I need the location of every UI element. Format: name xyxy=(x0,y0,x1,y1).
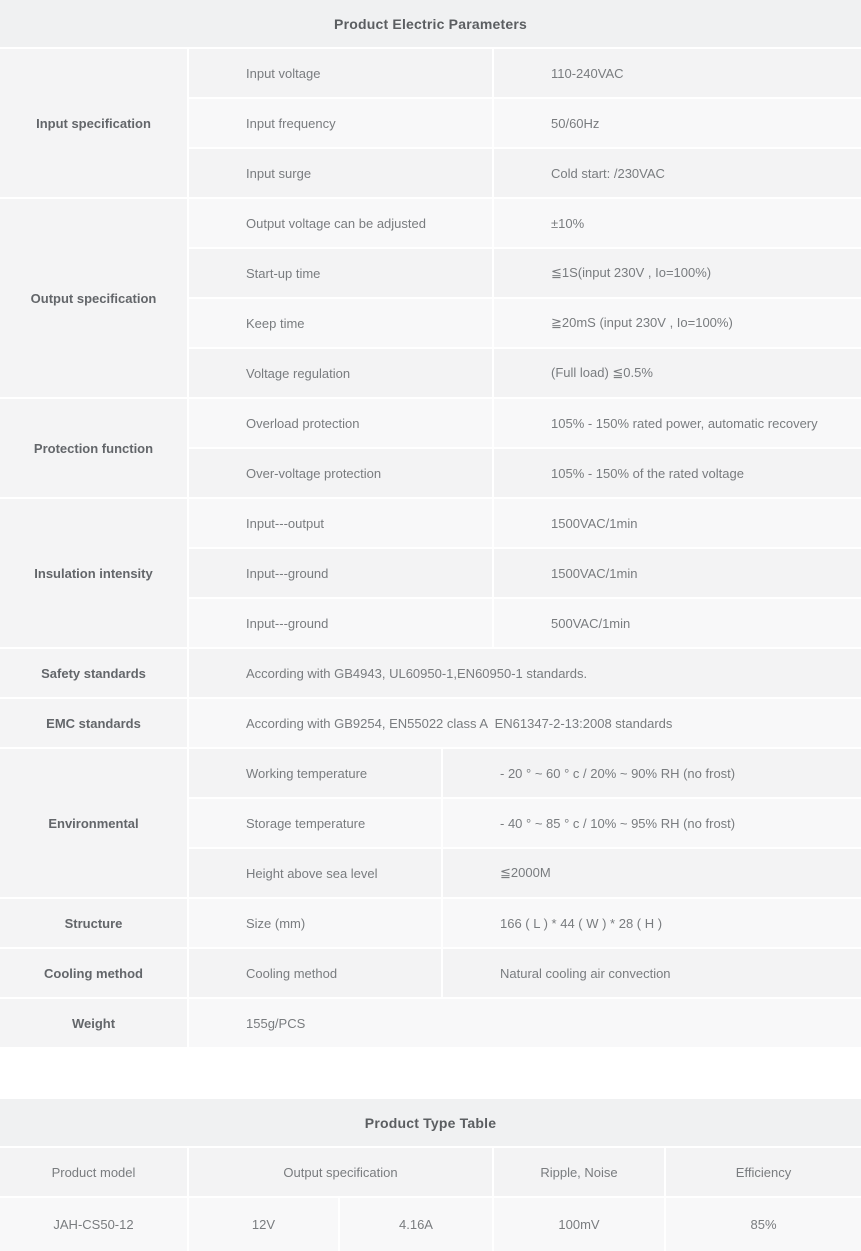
group-protection-function xyxy=(0,399,861,497)
spec-label-cell: Over-voltage protection xyxy=(189,449,492,497)
group-rows xyxy=(189,649,861,697)
spec-row xyxy=(189,249,861,297)
spec-label-cell: Storage temperature xyxy=(189,799,441,847)
group-rows xyxy=(189,999,861,1047)
header-cell-ripple-noise: Ripple, Noise xyxy=(494,1148,664,1196)
header-cell-product-model: Product model xyxy=(0,1148,187,1196)
spec-value-cell: 105% - 150% of the rated voltage xyxy=(494,449,861,497)
spec-value-cell: 155g/PCS xyxy=(189,999,861,1047)
group-header-cell: Structure xyxy=(0,899,187,947)
spec-row xyxy=(189,649,861,697)
spec-value-cell: - 20 ° ~ 60 ° c / 20% ~ 90% RH (no frost) xyxy=(443,749,861,797)
spec-value-cell: 1500VAC/1min xyxy=(494,499,861,547)
spec-row xyxy=(189,849,861,897)
data-cell-current: 4.16A xyxy=(340,1198,492,1251)
spec-row xyxy=(189,49,861,97)
spec-row xyxy=(189,949,861,997)
spec-label-cell: Input---ground xyxy=(189,549,492,597)
group-header-cell: Protection function xyxy=(0,399,187,497)
spec-value-cell: - 40 ° ~ 85 ° c / 10% ~ 95% RH (no frost) xyxy=(443,799,861,847)
spec-label-cell: Input surge xyxy=(189,149,492,197)
spec-value-cell: 50/60Hz xyxy=(494,99,861,147)
spec-row xyxy=(189,199,861,247)
spec-label-cell: Input---ground xyxy=(189,599,492,647)
group-environmental xyxy=(0,749,861,897)
group-header-cell: Safety standards xyxy=(0,649,187,697)
spec-value-cell: ±10% xyxy=(494,199,861,247)
type-table-header-row xyxy=(0,1148,861,1196)
group-rows xyxy=(189,699,861,747)
spec-value-cell: 110-240VAC xyxy=(494,49,861,97)
spec-row xyxy=(189,899,861,947)
spec-label-cell: Start-up time xyxy=(189,249,492,297)
electric-parameters-title: Product Electric Parameters xyxy=(0,0,861,47)
spec-value-cell: ≦1S(input 230V , Io=100%) xyxy=(494,249,861,297)
spec-row xyxy=(189,99,861,147)
spec-value-cell: According with GB4943, UL60950-1,EN60950-1 standards. xyxy=(189,649,861,697)
spec-row xyxy=(189,549,861,597)
spec-label-cell: Overload protection xyxy=(189,399,492,447)
section-spacer xyxy=(0,1049,861,1097)
group-header-cell: Input specification xyxy=(0,49,187,197)
spec-row xyxy=(189,699,861,747)
spec-value-cell: According with GB9254, EN55022 class A EN61347-2-13:2008 standards xyxy=(189,699,861,747)
group-header-cell: Weight xyxy=(0,999,187,1047)
group-header-cell: Output specification xyxy=(0,199,187,397)
group-cooling-method xyxy=(0,949,861,997)
spec-label-cell: Size (mm) xyxy=(189,899,441,947)
group-output-specification xyxy=(0,199,861,397)
spec-row xyxy=(189,149,861,197)
group-insulation-intensity xyxy=(0,499,861,647)
spec-row xyxy=(189,299,861,347)
group-header-cell: Environmental xyxy=(0,749,187,897)
spec-row xyxy=(189,499,861,547)
type-table-title: Product Type Table xyxy=(0,1099,861,1146)
spec-row xyxy=(189,599,861,647)
spec-value-cell: 500VAC/1min xyxy=(494,599,861,647)
header-cell-output-specification: Output specification xyxy=(189,1148,492,1196)
group-weight xyxy=(0,999,861,1047)
spec-value-cell: Natural cooling air convection xyxy=(443,949,861,997)
data-cell-voltage: 12V xyxy=(189,1198,338,1251)
spec-value-cell: 166 ( L ) * 44 ( W ) * 28 ( H ) xyxy=(443,899,861,947)
group-rows xyxy=(189,749,861,897)
group-structure xyxy=(0,899,861,947)
group-rows xyxy=(189,499,861,647)
group-rows xyxy=(189,899,861,947)
spec-value-cell: ≧20mS (input 230V , Io=100%) xyxy=(494,299,861,347)
group-rows xyxy=(189,199,861,397)
group-input-specification xyxy=(0,49,861,197)
group-header-cell: Cooling method xyxy=(0,949,187,997)
spec-value-cell: ≦2000M xyxy=(443,849,861,897)
group-rows xyxy=(189,49,861,197)
header-cell-efficiency: Efficiency xyxy=(666,1148,861,1196)
spec-row xyxy=(189,349,861,397)
spec-label-cell: Input frequency xyxy=(189,99,492,147)
spec-label-cell: Input voltage xyxy=(189,49,492,97)
spec-label-cell: Voltage regulation xyxy=(189,349,492,397)
spec-label-cell: Cooling method xyxy=(189,949,441,997)
spec-label-cell: Keep time xyxy=(189,299,492,347)
spec-row xyxy=(189,749,861,797)
group-emc-standards xyxy=(0,699,861,747)
spec-label-cell: Input---output xyxy=(189,499,492,547)
spec-label-cell: Output voltage can be adjusted xyxy=(189,199,492,247)
spec-row xyxy=(189,999,861,1047)
spec-label-cell: Working temperature xyxy=(189,749,441,797)
spec-row xyxy=(189,399,861,447)
spec-value-cell: Cold start: /230VAC xyxy=(494,149,861,197)
spec-row xyxy=(189,799,861,847)
group-safety-standards xyxy=(0,649,861,697)
spec-value-cell: (Full load) ≦0.5% xyxy=(494,349,861,397)
spec-label-cell: Height above sea level xyxy=(189,849,441,897)
group-header-cell: Insulation intensity xyxy=(0,499,187,647)
spec-value-cell: 1500VAC/1min xyxy=(494,549,861,597)
spec-value-cell: 105% - 150% rated power, automatic recovery xyxy=(494,399,861,447)
spec-row xyxy=(189,449,861,497)
data-cell-model: JAH-CS50-12 xyxy=(0,1198,187,1251)
group-rows xyxy=(189,399,861,497)
data-cell-efficiency: 85% xyxy=(666,1198,861,1251)
group-rows xyxy=(189,949,861,997)
type-table-data-row xyxy=(0,1198,861,1251)
data-cell-ripple: 100mV xyxy=(494,1198,664,1251)
group-header-cell: EMC standards xyxy=(0,699,187,747)
